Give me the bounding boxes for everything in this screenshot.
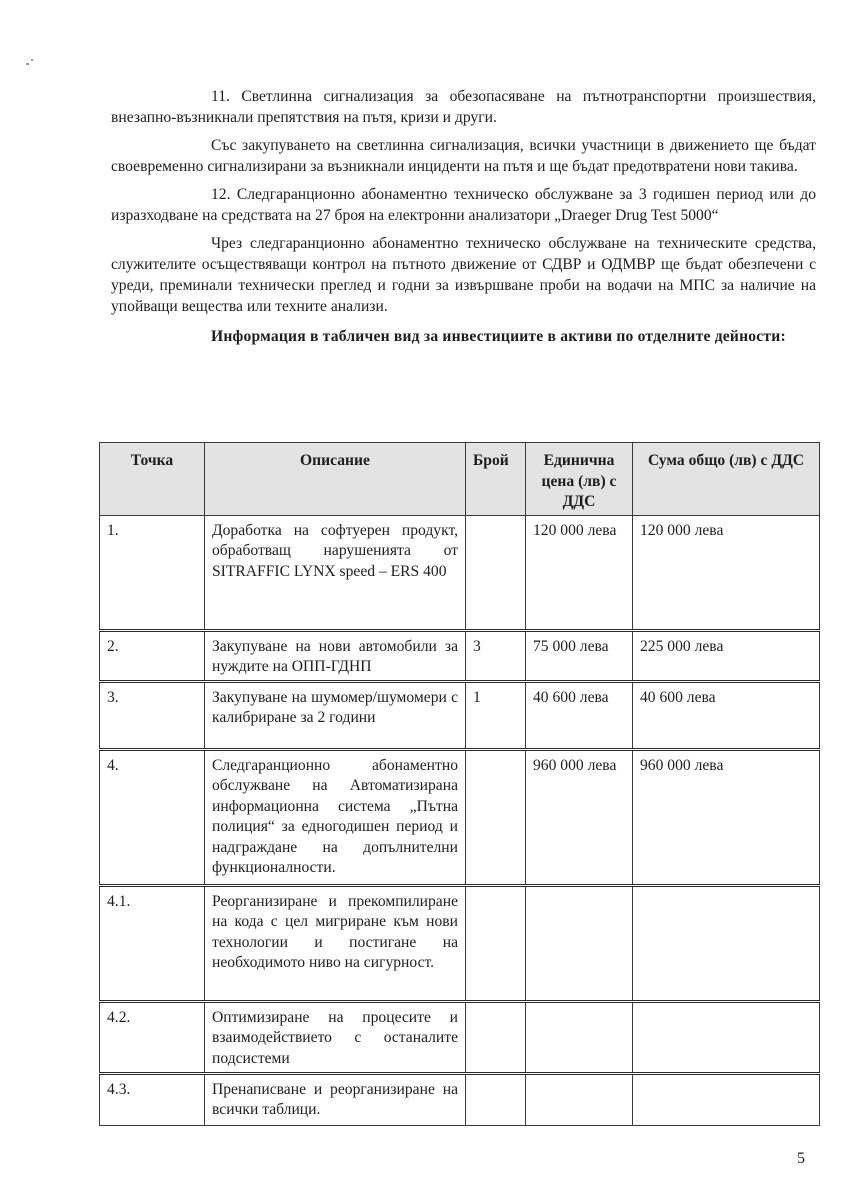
cell-count: 1 [466, 681, 526, 749]
cell-point: 2. [100, 630, 205, 681]
cell-total [633, 1001, 820, 1073]
cell-total [633, 885, 820, 1001]
header-count: Брой [466, 443, 526, 516]
cell-point: 1. [100, 515, 205, 630]
table-header-row [100, 443, 820, 516]
cell-unit-price [526, 1073, 633, 1125]
cell-count [466, 885, 526, 1001]
cell-description: Следгаранционно абонаментно обслужване на Автоматизирана информационна система „Пътна полиция“ за едногодишен период и надграждане на допълнителни функционалности. [205, 749, 466, 885]
table-row [100, 515, 820, 630]
table-row [100, 1001, 820, 1073]
table-row [100, 749, 820, 885]
cell-unit-price [526, 1001, 633, 1073]
paragraph-lighting-benefit: Със закупуването на светлинна сигнализация, всички участници в движението ще бъдат своевременно сигнализирани за възникнали инциденти на пътя и ще бъдат предотвратени нови такива. [111, 137, 816, 175]
cell-count [466, 1073, 526, 1125]
cell-description: Оптимизиране на процесите и взаимодействието с останалите подсистеми [205, 1001, 466, 1073]
header-unit-price: Единична цена (лв) с ДДС [526, 443, 633, 516]
cell-point: 4. [100, 749, 205, 885]
cell-total: 120 000 лева [633, 515, 820, 630]
table-row [100, 885, 820, 1001]
scan-speck [26, 63, 29, 65]
table-intro-heading: Информация в табличен вид за инвестициите в активи по отделните дейности: [211, 328, 786, 345]
cell-count [466, 749, 526, 885]
cell-unit-price: 40 600 лева [526, 681, 633, 749]
header-point: Точка [100, 443, 205, 516]
cell-description: Закупуване на нови автомобили за нуждите на ОПП-ГДНП [205, 630, 466, 681]
cell-total [633, 1073, 820, 1125]
cell-count [466, 1001, 526, 1073]
cell-description: Доработка на софтуерен продукт, обработващ нарушенията от SITRAFFIC LYNX speed – ERS 400 [205, 515, 466, 630]
table-row [100, 630, 820, 681]
paragraph-item-11: 11. Светлинна сигнализация за обезопасяване на пътнотранспортни произшествия, внезапно-възникнали препятствия на пътя, кризи и други. [111, 88, 816, 126]
cell-point: 4.2. [100, 1001, 205, 1073]
paragraph-item-12: 12. Следгаранционно абонаментно техническо обслужване за 3 годишен период или до изразходване на средствата на 27 броя на електронни анализатори „Draeger Drug Test 5000“ [111, 186, 816, 224]
cell-unit-price: 120 000 лева [526, 515, 633, 630]
cell-point: 4.1. [100, 885, 205, 1001]
investments-table [99, 442, 820, 1126]
table-row [100, 681, 820, 749]
cell-unit-price: 960 000 лева [526, 749, 633, 885]
table-row [100, 1073, 820, 1125]
header-total: Сума общо (лв) с ДДС [633, 443, 820, 516]
cell-unit-price [526, 885, 633, 1001]
paragraph-maintenance-benefit: Чрез следгаранционно абонаментно техническо обслужване на техническите средства, служителите осъществяващи контрол на пътното движение от СДВР и ОДМВР ще бъдат обезпечени с уреди, преминали технически преглед и годни за извършване проби на водачи на МПС за наличие на упойващи вещества или техните анализи. [111, 235, 816, 315]
cell-description: Закупуване на шумомер/шумомери с калибриране за 2 години [205, 681, 466, 749]
cell-unit-price: 75 000 лева [526, 630, 633, 681]
cell-description: Пренаписване и реорганизиране на всички таблици. [205, 1073, 466, 1125]
cell-description: Реорганизиране и прекомпилиране на кода с цел мигриране към нови технологии и постигане на необходимото ниво на сигурност. [205, 885, 466, 1001]
page-number: 5 [797, 1150, 805, 1167]
cell-point: 3. [100, 681, 205, 749]
cell-count: 3 [466, 630, 526, 681]
cell-total: 225 000 лева [633, 630, 820, 681]
cell-total: 960 000 лева [633, 749, 820, 885]
scan-speck [31, 59, 33, 61]
cell-count [466, 515, 526, 630]
cell-total: 40 600 лева [633, 681, 820, 749]
document-body [111, 86, 816, 347]
header-description: Описание [205, 443, 466, 516]
cell-point: 4.3. [100, 1073, 205, 1125]
